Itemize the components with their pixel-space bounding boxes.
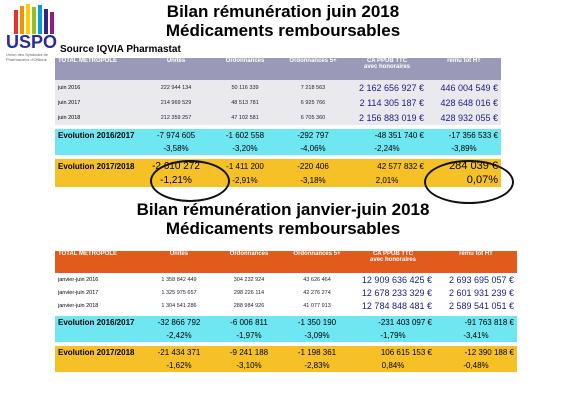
evo-ord-pct: -1,97% <box>215 329 283 342</box>
evo-ord5: -1 198 361 <box>283 346 351 359</box>
evo-unites-pct: -2,42% <box>143 329 215 342</box>
evo-unites: -21 434 371 <box>143 346 215 359</box>
header-ordonnances5: Ordonnances 5+ <box>279 58 347 80</box>
evo-ca-pct: -2,24% <box>347 142 427 155</box>
evo-ord: -9 241 188 <box>215 346 283 359</box>
row-ca: 12 678 233 329 € <box>351 286 435 299</box>
header-ca <box>347 58 427 80</box>
row-ord: 304 232 924 <box>215 273 283 286</box>
row-ord: 298 226 114 <box>215 286 283 299</box>
evo-ord5: -292 797 <box>279 129 347 142</box>
header-ca <box>351 251 435 273</box>
evo-unites: -2 610 272 <box>141 159 211 173</box>
row-ca: 2 156 883 019 € <box>347 110 427 125</box>
evo-ord5-pct: -3,09% <box>283 329 351 342</box>
evolution-label: Evolution 2016/2017 <box>55 316 143 329</box>
header-ca-line1: CA PPUB TTC <box>372 251 414 257</box>
bottom-title-line2: Médicaments remboursables <box>165 219 401 238</box>
logo-text: USPO <box>6 32 58 52</box>
header-remu: rému tot HT <box>435 251 517 273</box>
evo-remu: -12 390 188 € <box>435 346 517 359</box>
row-label: juin 2017 <box>55 95 141 110</box>
logo-subtitle: Union des Syndicats de Pharmaciens d'Officine <box>6 52 49 62</box>
evo-unites: -32 866 792 <box>143 316 215 329</box>
evo-remu-pct: -0,48% <box>435 359 517 372</box>
evo-unites-pct: -1,21% <box>141 173 211 187</box>
row-ord5: 42 276 274 <box>283 286 351 299</box>
evo-ord5: -220 406 <box>279 159 347 173</box>
row-unites: 222 944 134 <box>141 80 211 95</box>
row-ord5: 6 925 766 <box>279 95 347 110</box>
evo-ca: 42 577 832 € <box>347 159 427 173</box>
evolution-pct-row <box>55 359 517 372</box>
jan-june-table <box>55 251 517 372</box>
header-ordonnances5: Ordonnances 5+ <box>283 251 351 273</box>
row-ca: 2 162 656 927 € <box>347 80 427 95</box>
table-row <box>55 110 501 125</box>
row-unites: 214 969 529 <box>141 95 211 110</box>
evo-remu: -17 356 533 € <box>427 129 501 142</box>
evo-ord: -6 006 811 <box>215 316 283 329</box>
evo-ca-pct: 2,01% <box>347 173 427 187</box>
evo-ord-pct: -3,10% <box>215 359 283 372</box>
top-title-line1: Bilan rémunération juin 2018 <box>166 2 400 21</box>
row-ord: 50 116 339 <box>211 80 279 95</box>
evo-ord5: -1 350 190 <box>283 316 351 329</box>
row-remu: 428 932 055 € <box>427 110 501 125</box>
highlight-oval-unites <box>150 160 230 202</box>
evo-unites-pct: -1,62% <box>143 359 215 372</box>
table-header <box>55 251 517 273</box>
evo-ord: -1 411 200 <box>211 159 279 173</box>
row-ca: 12 784 848 481 € <box>351 299 435 312</box>
table-row <box>55 286 517 299</box>
table-header <box>55 58 501 80</box>
row-unites: 1 358 842 449 <box>143 273 215 286</box>
table-row <box>55 95 501 110</box>
evolution-pct-row <box>55 142 501 155</box>
row-label: juin 2018 <box>55 110 141 125</box>
header-unites: Unités <box>141 58 211 80</box>
row-label: juin 2016 <box>55 80 141 95</box>
evo-remu-pct: -3,89% <box>427 142 501 155</box>
header-ordonnances: Ordonnances <box>211 58 279 80</box>
header-ordonnances: Ordonnances <box>215 251 283 273</box>
row-label: janvier-juin 2017 <box>55 286 143 299</box>
evolution-pct-blank <box>55 142 141 155</box>
header-remu: rému tot HT <box>427 58 501 80</box>
row-ord5: 6 705 360 <box>279 110 347 125</box>
header-ca-line2: avec honoraires <box>369 257 417 263</box>
row-ord5: 43 626 464 <box>283 273 351 286</box>
evolution-row <box>55 346 517 359</box>
evo-remu: -91 763 818 € <box>435 316 517 329</box>
evolution-row <box>55 129 501 142</box>
row-remu: 2 589 541 051 € <box>435 299 517 312</box>
evo-ca: -48 351 740 € <box>347 129 427 142</box>
evo-ord5-pct: -4,06% <box>279 142 347 155</box>
row-remu: 2 601 931 239 € <box>435 286 517 299</box>
table-row <box>55 299 517 312</box>
row-label: janvier-juin 2016 <box>55 273 143 286</box>
evo-ord: -1 602 558 <box>211 129 279 142</box>
source-note: Source IQVIA Pharmastat <box>60 44 181 55</box>
evolution-row <box>55 316 517 329</box>
highlight-oval-remu <box>424 160 514 204</box>
row-label: janvier-juin 2018 <box>55 299 143 312</box>
row-unites: 1 304 541 286 <box>143 299 215 312</box>
top-title <box>0 2 566 40</box>
evo-unites: -7 974 605 <box>141 129 211 142</box>
row-remu: 428 648 016 € <box>427 95 501 110</box>
row-ca: 12 909 636 425 € <box>351 273 435 286</box>
row-ord5: 41 077 913 <box>283 299 351 312</box>
evo-remu-pct: -3,41% <box>435 329 517 342</box>
evolution-pct-row <box>55 329 517 342</box>
evo-unites-pct: -3,58% <box>141 142 211 155</box>
header-ca-line1: CA PPUB TTC <box>366 58 408 64</box>
row-ord5: 7 218 563 <box>279 80 347 95</box>
row-ord: 47 102 581 <box>211 110 279 125</box>
table-row <box>55 273 517 286</box>
header-ca-line2: avec honoraires <box>363 64 411 70</box>
header-total: TOTAL METROPOLE <box>55 58 141 80</box>
evo-ca: 106 615 153 € <box>351 346 435 359</box>
row-ca: 2 114 305 187 € <box>347 95 427 110</box>
row-ord: 48 513 781 <box>211 95 279 110</box>
evo-ca-pct: 0,84% <box>351 359 435 372</box>
bottom-title-line1: Bilan rémunération janvier-juin 2018 <box>136 200 430 219</box>
row-unites: 1 325 975 657 <box>143 286 215 299</box>
row-remu: 446 004 549 € <box>427 80 501 95</box>
evolution-label: Evolution 2017/2018 <box>55 346 143 359</box>
header-total: TOTAL METROPOLE <box>55 251 143 273</box>
row-ord: 288 984 926 <box>215 299 283 312</box>
evo-remu-pct: 0,07% <box>427 173 501 187</box>
row-unites: 212 359 257 <box>141 110 211 125</box>
evolution-label: Evolution 2017/2018 <box>55 159 141 173</box>
evo-ca-pct: -1,79% <box>351 329 435 342</box>
evolution-pct-blank <box>55 329 143 342</box>
row-remu: 2 693 695 057 € <box>435 273 517 286</box>
evolution-label: Evolution 2016/2017 <box>55 129 141 142</box>
table-row <box>55 80 501 95</box>
evo-remu: 284 039 € <box>427 159 501 173</box>
evo-ord-pct: -2,91% <box>211 173 279 187</box>
evo-ca: -231 403 097 € <box>351 316 435 329</box>
evolution-pct-blank <box>55 173 141 187</box>
evo-ord5-pct: -2,83% <box>283 359 351 372</box>
top-title-line2: Médicaments remboursables <box>165 21 401 40</box>
evolution-pct-blank <box>55 359 143 372</box>
header-unites: Unités <box>143 251 215 273</box>
evo-ord-pct: -3,20% <box>211 142 279 155</box>
bottom-title <box>0 200 566 238</box>
evo-ord5-pct: -3,18% <box>279 173 347 187</box>
